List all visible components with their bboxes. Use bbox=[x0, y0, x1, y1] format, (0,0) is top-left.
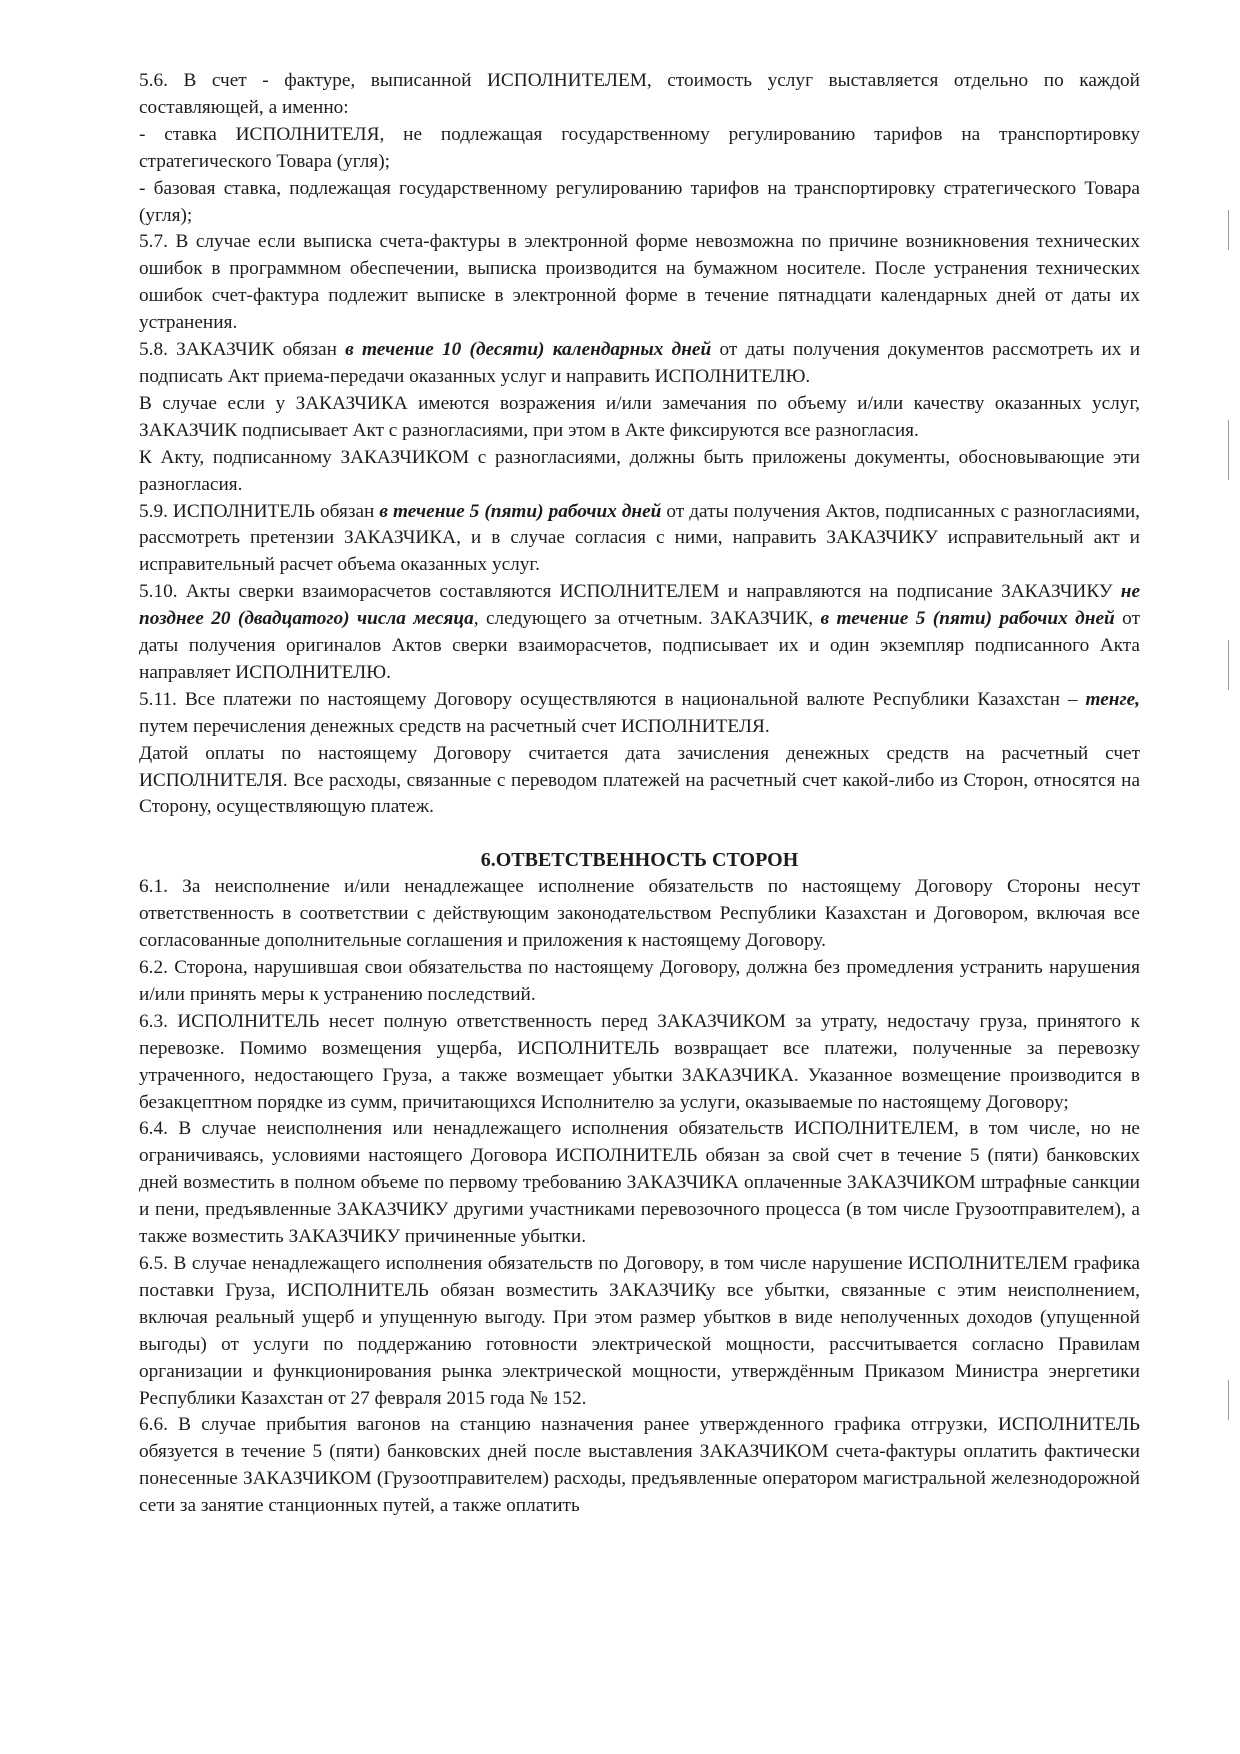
clause-6-1: 6.1. За неисполнение и/или ненадлежащее исполнение обязательств по настоящему Договору Стороны несут ответственность в соответствии с действующим законодательством Республики Казахстан и Договором, включая все согласованные дополнительные соглашения и приложения к настоящему Договору. bbox=[139, 876, 1140, 952]
clause-5-9-text-start: 5.9. ИСПОЛНИТЕЛЬ обязан bbox=[139, 500, 380, 522]
scan-artifact-line bbox=[1228, 1380, 1229, 1420]
clause-5-9-text-end: от даты получения Актов, подписанных с разногласиями, рассмотреть претензии ЗАКАЗЧИКА, и в случае согласия с ними, направить ЗАКАЗЧИКУ исправительный акт и исправительный расчет объема оказанных услуг. bbox=[139, 500, 1140, 576]
clause-5-8-text-end: от даты получения документов рассмотреть их и подписать Акт приема-передачи оказанных услуг и направить ИСПОЛНИТЕЛЮ. bbox=[139, 339, 1141, 387]
clause-5-11-text-end: путем перечисления денежных средств на расчетный счет ИСПОЛНИТЕЛЯ. bbox=[139, 715, 770, 737]
clause-5-10-text-middle: , следующего за отчетным. ЗАКАЗЧИК, bbox=[473, 608, 821, 630]
clause-5-11-currency: тенге, bbox=[1085, 688, 1140, 710]
scan-artifact-line bbox=[1228, 640, 1229, 690]
clause-5-6-item-a: - ставка ИСПОЛНИТЕЛЯ, не подлежащая государственному регулированию тарифов на транспортировку стратегического Товара (угля); bbox=[139, 123, 1140, 172]
clause-5-10-text-end: от даты получения оригиналов Актов сверки взаиморасчетов, подписывает их и один экземпляр подписанного Акта направляет ИСПОЛНИТЕЛЮ. bbox=[139, 608, 1140, 683]
clause-5-6: 5.6. В счет - фактуре, выписанной ИСПОЛНИТЕЛЕМ, стоимость услуг выставляется отдельно по каждой составляющей, а именно: bbox=[139, 70, 1140, 118]
section-6-heading: 6.ОТВЕТСТВЕННОСТЬ СТОРОН bbox=[480, 849, 799, 872]
scan-artifact-line bbox=[1228, 210, 1229, 250]
clause-6-3: 6.3. ИСПОЛНИТЕЛЬ несет полную ответственность перед ЗАКАЗЧИКОМ за утрату, недостачу груза, принятого к перевозке. Помимо возмещения ущерба, ИСПОЛНИТЕЛЬ возвращает все платежи, полученные за перевозку утраченного, недостающего Груза, а также возмещает убытки ЗАКАЗЧИКА. Указанное возмещение производится в безакцептном порядке из сумм, причитающихся Исполнителю за услуги, оказываемые по настоящему Договору; bbox=[139, 1010, 1140, 1113]
clause-5-11 bbox=[139, 687, 1140, 741]
clause-5-10-deadline-1: не позднее 20 (двадцатого) числа месяца bbox=[139, 581, 1140, 630]
clause-5-11-payment-date: Датой оплаты по настоящему Договору считается дата зачисления денежных средств на расчетный счет ИСПОЛНИТЕЛЯ. Все расходы, связанные с переводом платежей на расчетный счет какой-либо из Сторон, относятся на Сторону, осуществляющую платеж. bbox=[139, 742, 1140, 818]
scan-artifact-line bbox=[1228, 420, 1229, 480]
clause-6-2: 6.2. Сторона, нарушившая свои обязательства по настоящему Договору, должна без промедления устранить нарушения и/или принять меры к устранению последствий. bbox=[139, 957, 1140, 1005]
clause-6-4: 6.4. В случае неисполнения или ненадлежащего исполнения обязательств ИСПОЛНИТЕЛЕМ, в том числе, но не ограничиваясь, условиями настоящего Договора ИСПОЛНИТЕЛЬ обязан за свой счет в течение 5 (пяти) банковских дней возместить в полном объеме по первому требованию ЗАКАЗЧИКА оплаченные ЗАКАЗЧИКОМ штрафные санкции и пени, предъявленные ЗАКАЗЧИКУ другими участниками перевозочного процесса (в том числе Грузоотправителем), а также возместить ЗАКАЗЧИКУ причиненные убытки. bbox=[139, 1118, 1140, 1248]
clause-5-10-deadline-2: в течение 5 (пяти) рабочих дней bbox=[820, 608, 1115, 630]
clause-5-8-objections: В случае если у ЗАКАЗЧИКА имеются возражения и/или замечания по объему и/или качеству оказанных услуг, ЗАКАЗЧИК подписывает Акт с разногласиями, при этом в Акте фиксируются все разногласия. bbox=[139, 392, 1140, 441]
clause-5-8-deadline: в течение 10 (десяти) календарных дней bbox=[345, 339, 712, 361]
clause-6-6: 6.6. В случае прибытия вагонов на станцию назначения ранее утвержденного графика отгрузки, ИСПОЛНИТЕЛЬ обязуется в течение 5 (пяти) банковских дней после выставления ЗАКАЗЧИКОМ счета-фактуры оплатить фактически понесенные ЗАКАЗЧИКОМ (Грузоотправителем) расходы, предъявленные оператором магистральной железнодорожной сети за занятие станционных путей, а также оплатить bbox=[139, 1414, 1140, 1517]
clause-5-8-attachments: К Акту, подписанному ЗАКАЗЧИКОМ с разногласиями, должны быть приложены документы, обосновывающие эти разногласия. bbox=[139, 446, 1140, 495]
clause-5-10 bbox=[139, 579, 1140, 687]
clause-6-5: 6.5. В случае ненадлежащего исполнения обязательств по Договору, в том числе нарушение ИСПОЛНИТЕЛЕМ графика поставки Груза, ИСПОЛНИТЕЛЬ обязан возместить ЗАКАЗЧИКу все убытки, связанные с этим неисполнением, включая реальный ущерб и упущенную выгоду. При этом размер убытков в виде неполученных доходов (упущенной выгоды) от услуги по поддержанию готовности электрической мощности, рассчитывается согласно Правилам организации и функционирования рынка электрической мощности, утверждённым Приказом Министра энергетики Республики Казахстан от 27 февраля 2015 года № 152. bbox=[139, 1252, 1140, 1409]
document-page bbox=[139, 68, 1140, 1520]
clause-5-6-item-b: - базовая ставка, подлежащая государственному регулированию тарифов на транспортировку стратегического Товара (угля); bbox=[139, 177, 1140, 226]
clause-5-8-text-start: 5.8. ЗАКАЗЧИК обязан bbox=[139, 339, 346, 361]
clause-5-10-text-start: 5.10. Акты сверки взаиморасчетов составляются ИСПОЛНИТЕЛЕМ и направляются на подписание ЗАКАЗЧИКУ bbox=[139, 581, 1121, 603]
clause-5-9 bbox=[139, 499, 1140, 580]
clause-5-7: 5.7. В случае если выписка счета-фактуры в электронной форме невозможна по причине возникновения технических ошибок в программном обеспечении, выписка производится на бумажном носителе. После устранения технических ошибок счет-фактура подлежит выписке в электронной форме в течение пятнадцати календарных дней от даты их устранения. bbox=[139, 231, 1140, 334]
clause-5-9-deadline: в течение 5 (пяти) рабочих дней bbox=[379, 500, 662, 522]
clause-5-8 bbox=[139, 337, 1140, 391]
clause-5-11-text-start: 5.11. Все платежи по настоящему Договору осуществляются в национальной валюте Республики Казахстан – bbox=[139, 688, 1086, 710]
